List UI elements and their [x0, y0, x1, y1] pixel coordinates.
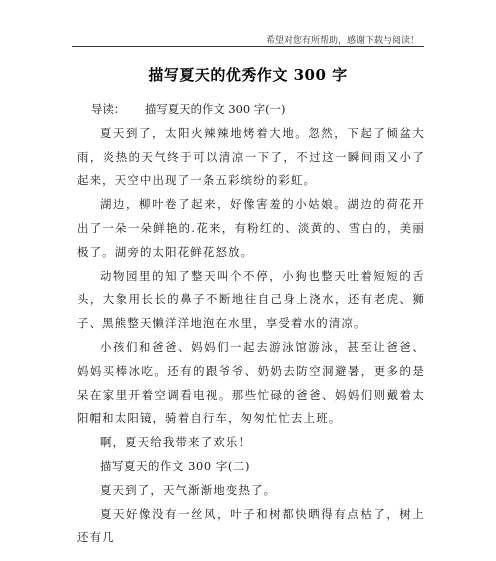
- paragraph: 夏天到了，天气渐渐地变热了。: [100, 482, 277, 497]
- header-note: 希望对您有所帮助，感谢下载与阅读！: [265, 36, 419, 46]
- paragraph: 动物园里的知了整天叫个不停，小狗也整天吐着短短的舌头，大象用长长的鼻子不断地往自己身上浇水，还有老虎、狮子、黑熊整天懒洋洋地泡在水里，享受着水的清凉。: [77, 268, 425, 331]
- lead-label: 导读：: [91, 102, 126, 116]
- header-divider: [72, 46, 424, 47]
- lead-text: 描写夏天的作文 300 字(一): [145, 102, 286, 116]
- paragraph: 湖边，柳叶卷了起来，好像害羞的小姑娘。湖边的荷花开出了一朵一朵鲜艳的.花来，有粉红的、淡黄的、雪白的，美丽极了。湖旁的太阳花鲜花怒放。: [77, 197, 425, 259]
- paragraph: 啊，夏天给我带来了欢乐！: [100, 435, 252, 450]
- section-heading: 描写夏天的作文 300 字(二): [100, 458, 250, 473]
- document-title: 描写夏天的优秀作文 300 字: [148, 66, 348, 84]
- paragraph: 夏天好像没有一丝风，叶子和树都快晒得有点枯了，树上还有几: [77, 506, 425, 545]
- document-body: [77, 98, 425, 550]
- lead-line: [77, 98, 425, 122]
- paragraph: 小孩们和爸爸、妈妈们一起去游泳馆游泳，甚至让爸爸、妈妈买棒冰吃。还有的跟爷爷、奶奶去防空洞避暑，更多的是呆在家里开着空调看电视。那些忙碌的爸爸、妈妈们则戴着太阳帽和太阳镜，骑着自行车，匆匆忙忙去上班。: [77, 339, 425, 426]
- paragraph: 夏天到了，太阳火辣辣地烤着大地。忽然，下起了倾盆大雨，炎热的天气终于可以清凉一下了，不过这一瞬间雨又小了起来，天空中出现了一条五彩缤纷的彩虹。: [77, 125, 425, 188]
